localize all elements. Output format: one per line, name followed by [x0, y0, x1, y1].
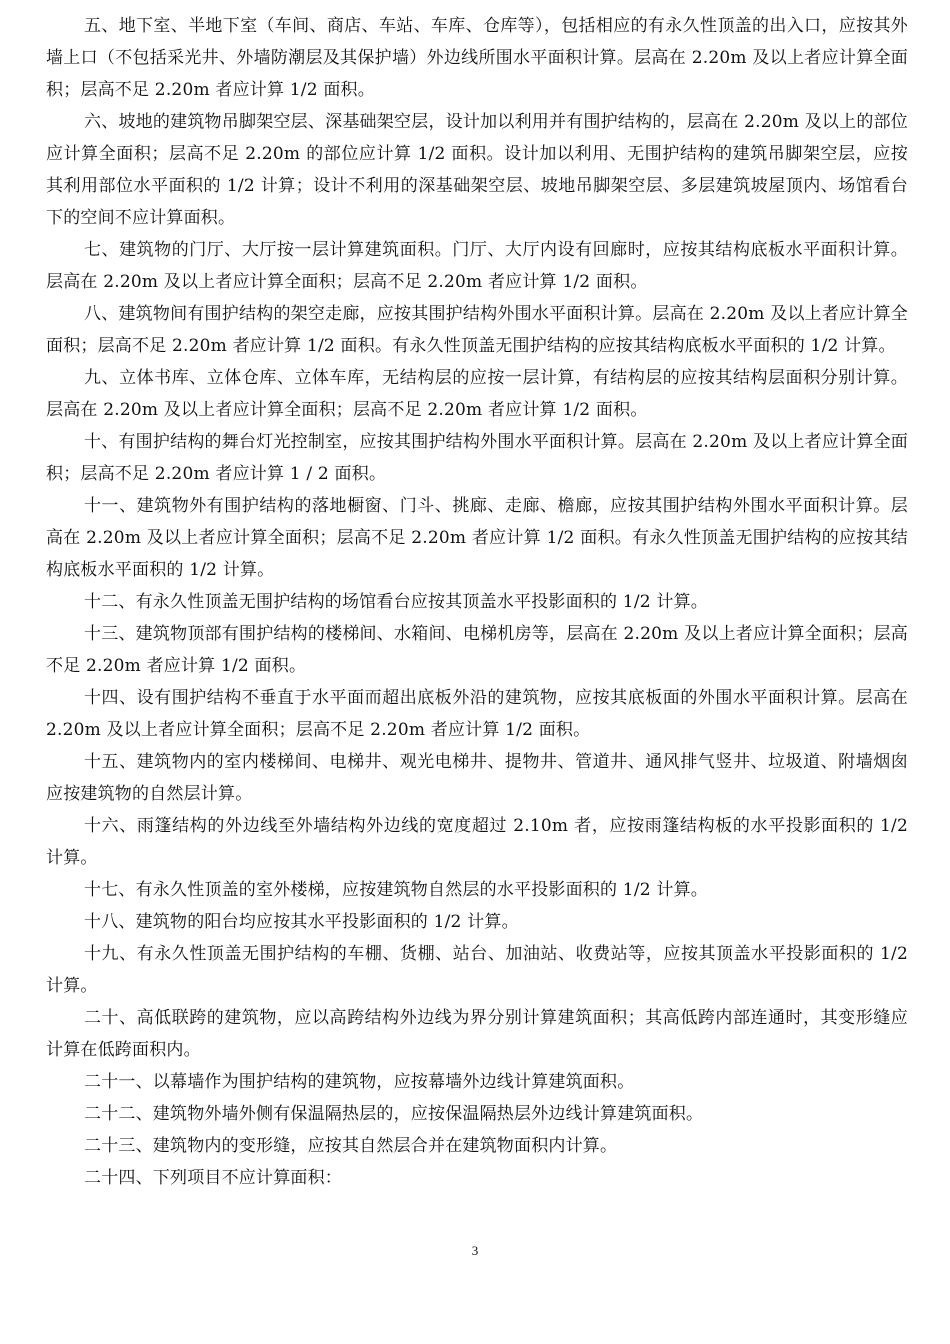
page-number: 3	[471, 1243, 479, 1258]
paragraph-item-20: 二十、高低联跨的建筑物，应以高跨结构外边线为界分别计算建筑面积；其高低跨内部连通时，其变形缝应计算在低跨面积内。	[46, 1008, 908, 1060]
paragraph-item-21: 二十一、以幕墙作为围护结构的建筑物，应按幕墙外边线计算建筑面积。	[84, 1072, 635, 1092]
paragraph-item-15: 十五、建筑物内的室内楼梯间、电梯井、观光电梯井、提物井、管道井、通风排气竖井、垃圾道、附墙烟囱应按建筑物的自然层计算。	[46, 752, 908, 804]
paragraph-item-18: 十八、建筑物的阳台均应按其水平投影面积的 1/2 计算。	[84, 912, 519, 932]
document-body	[46, 10, 908, 1194]
paragraph-item-23: 二十三、建筑物内的变形缝，应按其自然层合并在建筑物面积内计算。	[84, 1136, 618, 1156]
paragraph-item-14: 十四、设有围护结构不垂直于水平面而超出底板外沿的建筑物，应按其底板面的外围水平面积计算。层高在 2.20m 及以上者应计算全面积；层高不足 2.20m 者应计算 1/2 面积。	[46, 688, 908, 740]
paragraph-item-13: 十三、建筑物顶部有围护结构的楼梯间、水箱间、电梯机房等，层高在 2.20m 及以上者应计算全面积；层高不足 2.20m 者应计算 1/2 面积。	[46, 624, 908, 676]
paragraph-item-24: 二十四、下列项目不应计算面积：	[84, 1168, 342, 1188]
paragraph-item-5: 五、地下室、半地下室（车间、商店、车站、车库、仓库等），包括相应的有永久性顶盖的出入口，应按其外墙上口（不包括采光井、外墙防潮层及其保护墙）外边线所围水平面积计算。层高在 2.20m 及以上者应计算全面积；层高不足 2.20m 者应计算 1/2 面积。	[46, 16, 908, 100]
paragraph-item-22: 二十二、建筑物外墙外侧有保温隔热层的，应按保温隔热层外边线计算建筑面积。	[84, 1104, 704, 1124]
paragraph-item-6: 六、坡地的建筑物吊脚架空层、深基础架空层，设计加以利用并有围护结构的，层高在 2.20m 及以上的部位应计算全面积；层高不足 2.20m 的部位应计算 1/2 面积。设计加以利用、无围护结构的建筑吊脚架空层，应按其利用部位水平面积的 1/2 计算；设计不利用的深基础架空层、坡地吊脚架空层、多层建筑坡屋顶内、场馆看台下的空间不应计算面积。	[46, 112, 908, 228]
paragraph-item-16: 十六、雨篷结构的外边线至外墙结构外边线的宽度超过 2.10m 者，应按雨篷结构板的水平投影面积的 1/2 计算。	[46, 816, 908, 868]
paragraph-item-9: 九、立体书库、立体仓库、立体车库，无结构层的应按一层计算，有结构层的应按其结构层面积分别计算。层高在 2.20m 及以上者应计算全面积；层高不足 2.20m 者应计算 1/2 面积。	[46, 368, 908, 420]
paragraph-item-17: 十七、有永久性顶盖的室外楼梯，应按建筑物自然层的水平投影面积的 1/2 计算。	[84, 880, 708, 900]
paragraph-item-7: 七、建筑物的门厅、大厅按一层计算建筑面积。门厅、大厅内设有回廊时，应按其结构底板水平面积计算。层高在 2.20m 及以上者应计算全面积；层高不足 2.20m 者应计算 1/2 面积。	[46, 240, 908, 292]
paragraph-item-19: 十九、有永久性顶盖无围护结构的车棚、货棚、站台、加油站、收费站等，应按其顶盖水平投影面积的 1/2 计算。	[46, 944, 908, 996]
paragraph-item-10: 十、有围护结构的舞台灯光控制室，应按其围护结构外围水平面积计算。层高在 2.20m 及以上者应计算全面积；层高不足 2.20m 者应计算 1 / 2 面积。	[46, 432, 908, 484]
paragraph-item-11: 十一、建筑物外有围护结构的落地橱窗、门斗、挑廊、走廊、檐廊，应按其围护结构外围水平面积计算。层高在 2.20m 及以上者应计算全面积；层高不足 2.20m 者应计算 1/2 面积。有永久性顶盖无围护结构的应按其结构底板水平面积的 1/2 计算。	[46, 496, 908, 580]
paragraph-item-8: 八、建筑物间有围护结构的架空走廊，应按其围护结构外围水平面积计算。层高在 2.20m 及以上者应计算全面积；层高不足 2.20m 者应计算 1/2 面积。有永久性顶盖无围护结构的应按其结构底板水平面积的 1/2 计算。	[46, 304, 908, 356]
paragraph-item-12: 十二、有永久性顶盖无围护结构的场馆看台应按其顶盖水平投影面积的 1/2 计算。	[84, 592, 708, 612]
